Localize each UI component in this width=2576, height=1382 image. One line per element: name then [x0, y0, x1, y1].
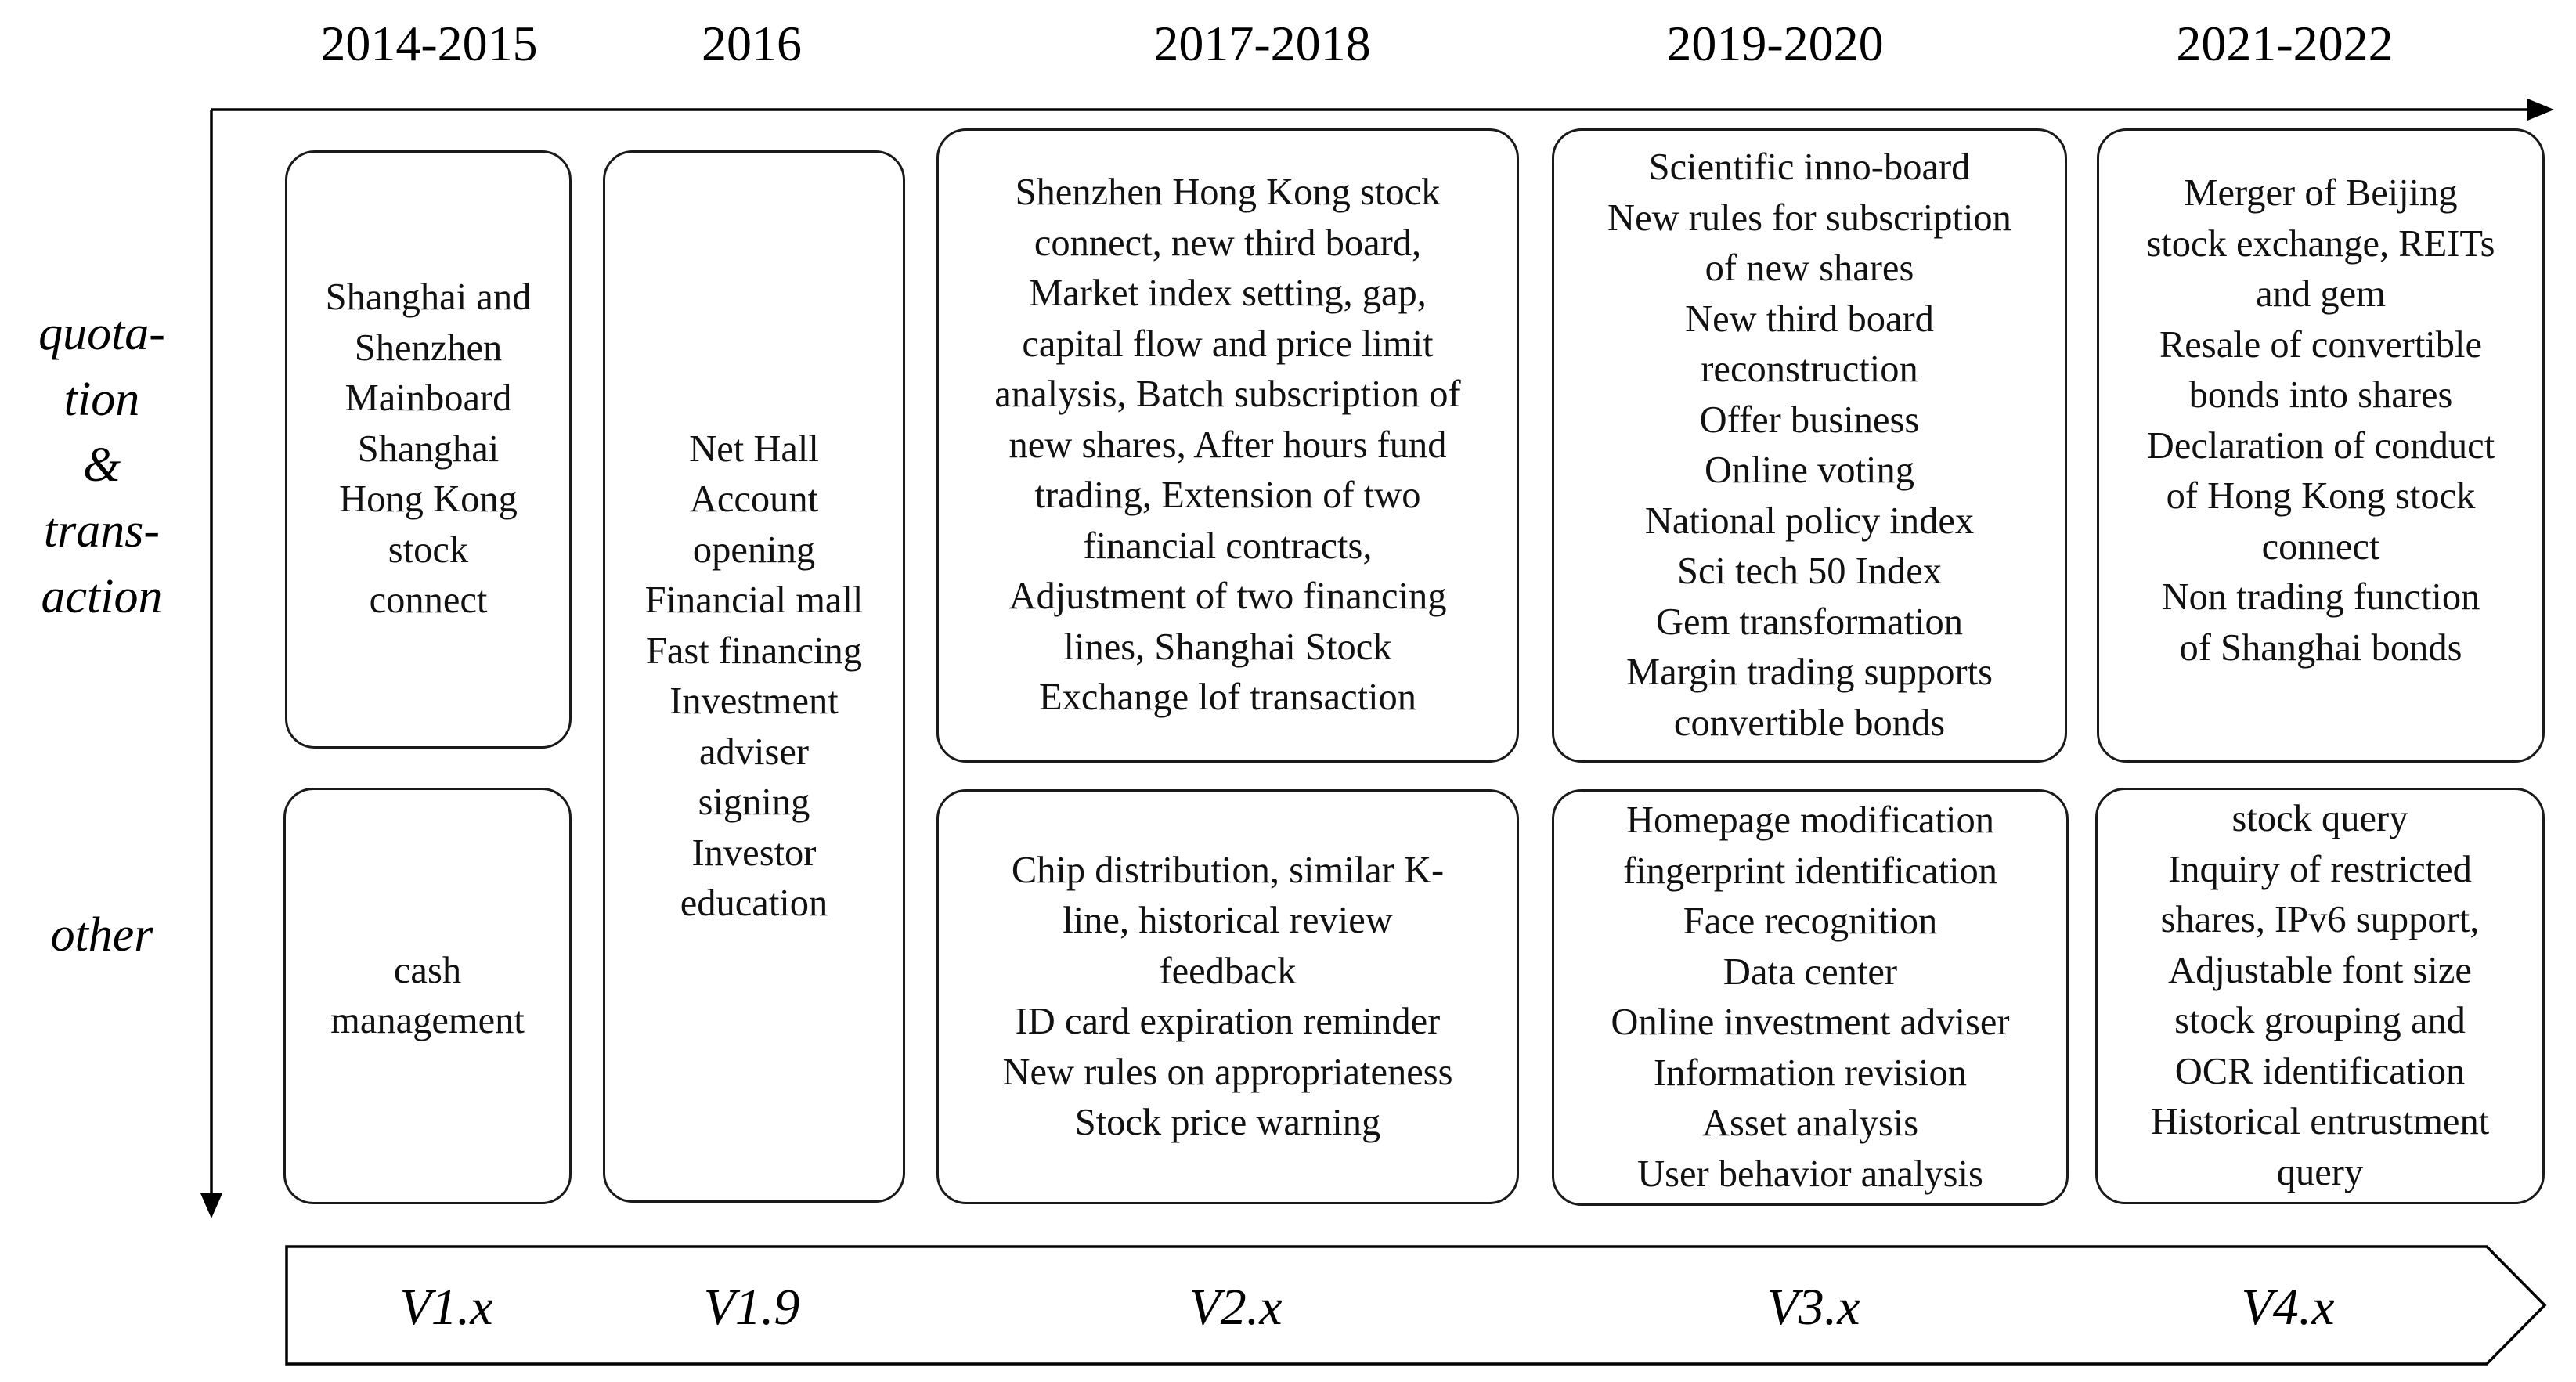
row-label-other — [16, 902, 188, 968]
row-label-line: quota- — [38, 307, 165, 360]
box-line: connect — [369, 579, 488, 622]
box-line: Exchange lof transaction — [1038, 677, 1417, 719]
box-line: Online investment adviser — [1611, 1001, 2010, 1043]
box-line: Shenzhen — [354, 327, 503, 369]
row-label-line: & — [82, 438, 121, 492]
box-line: Information revision — [1653, 1052, 1968, 1094]
version-label-v3x: V3.x — [1766, 1279, 1860, 1336]
year-label-2016: 2016 — [702, 16, 802, 71]
box-line: Net Hall — [689, 428, 819, 470]
box-line: Adjustable font size — [2168, 949, 2472, 991]
box-line: Investment — [669, 680, 839, 722]
version-label-v1x: V1.x — [399, 1279, 493, 1336]
box-line: Historical entrustment — [2150, 1101, 2490, 1142]
box-line: line, historical review — [1063, 900, 1393, 941]
box-line: lines, Shanghai Stock — [1063, 626, 1392, 668]
row-label-line: trans- — [43, 504, 161, 557]
box-line: query — [2276, 1151, 2364, 1193]
row-label-quotation-transaction — [16, 301, 188, 630]
row-label-line: action — [41, 570, 163, 623]
box-line: User behavior analysis — [1637, 1153, 1983, 1195]
year-label-2021-2022: 2021-2022 — [2176, 16, 2394, 71]
box-line: Scientific inno-board — [1648, 146, 1971, 188]
row-label-line: tion — [63, 373, 140, 426]
box-line: feedback — [1159, 950, 1297, 992]
box-text — [286, 946, 569, 1047]
box-line: Shanghai and — [325, 276, 532, 319]
box-line: Hong Kong — [339, 478, 518, 521]
box-line: Market index setting, gap, — [1029, 272, 1427, 315]
box-line: Homepage modification — [1625, 799, 1995, 841]
version-label-v4x: V4.x — [2241, 1279, 2335, 1336]
box-line: opening — [692, 529, 816, 571]
box-text — [2099, 168, 2542, 673]
category-axis-arrowhead — [200, 1193, 222, 1218]
box-line: stock — [388, 529, 469, 571]
box-text — [1554, 796, 2066, 1200]
box-line: Margin trading supports — [1626, 651, 1993, 693]
box-line: reconstruction — [1701, 348, 1918, 390]
box-line: stock grouping and — [2174, 1000, 2466, 1041]
box-line: bonds into shares — [2188, 374, 2453, 416]
box-line: education — [680, 882, 828, 924]
box-2016 — [603, 150, 905, 1203]
box-line: Shanghai — [357, 428, 500, 470]
box-text — [287, 272, 569, 626]
box-line: Fast financing — [645, 630, 863, 672]
year-label-2019-2020: 2019-2020 — [1666, 16, 1884, 71]
box-text — [605, 424, 903, 929]
box-line: Financial mall — [644, 579, 864, 621]
box-line: stock exchange, REITs — [2146, 222, 2495, 265]
box-line: National policy index — [1644, 500, 1975, 542]
box-line: Shenzhen Hong Kong stock — [1015, 171, 1441, 214]
box-line: Adjustment of two financing — [1008, 576, 1447, 618]
year-label-2017-2018: 2017-2018 — [1153, 16, 1371, 71]
box-line: OCR identification — [2174, 1050, 2466, 1092]
version-label-v2x: V2.x — [1189, 1279, 1283, 1336]
box-line: Offer business — [1699, 399, 1920, 441]
box-2021-2022-quotation — [2097, 128, 2545, 763]
time-axis-arrowhead — [2527, 99, 2554, 121]
box-line: Sci tech 50 Index — [1676, 550, 1943, 592]
box-line: analysis, Batch subscription of — [994, 373, 1461, 416]
box-line: New third board — [1685, 298, 1934, 340]
box-line: Declaration of conduct — [2146, 424, 2495, 467]
box-line: Non trading function — [2161, 576, 2480, 618]
box-line: capital flow and price limit — [1022, 323, 1434, 365]
box-line: new shares, After hours fund — [1008, 424, 1447, 466]
box-line: connect — [2261, 525, 2380, 568]
box-line: connect, new third board, — [1034, 222, 1422, 264]
box-line: convertible bonds — [1673, 702, 1946, 744]
box-line: Investor — [691, 832, 817, 874]
box-2017-2018-quotation — [936, 128, 1519, 763]
box-line: financial contracts, — [1083, 525, 1373, 567]
box-line: New rules for subscription — [1607, 197, 2011, 239]
box-line: signing — [698, 781, 810, 823]
box-2019-2020-other — [1552, 789, 2069, 1206]
box-line: Asset analysis — [1701, 1102, 1919, 1144]
box-line: Data center — [1723, 951, 1898, 993]
box-line: Online voting — [1704, 449, 1915, 491]
box-line: of Hong Kong stock — [2166, 475, 2476, 517]
box-text — [2098, 794, 2542, 1198]
box-line: New rules on appropriateness — [1002, 1051, 1453, 1093]
row-label-line: other — [50, 908, 153, 962]
box-line: Face recognition — [1683, 900, 1938, 942]
box-2014-2015-other — [283, 788, 572, 1204]
box-2019-2020-quotation — [1552, 128, 2067, 763]
box-line: adviser — [698, 731, 810, 773]
box-line: fingerprint identification — [1622, 850, 1998, 892]
box-text — [1554, 143, 2065, 749]
version-label-v19: V1.9 — [703, 1279, 800, 1336]
box-line: trading, Extension of two — [1034, 474, 1421, 517]
box-text — [939, 846, 1517, 1149]
box-line: stock query — [2231, 798, 2408, 839]
box-line: of new shares — [1705, 247, 1914, 289]
box-line: Merger of Beijing — [2184, 172, 2458, 214]
box-line: Account — [689, 478, 819, 520]
box-line: cash — [393, 949, 462, 991]
box-line: Inquiry of restricted — [2168, 848, 2472, 890]
box-line: ID card expiration reminder — [1015, 1001, 1441, 1042]
box-line: and gem — [2256, 273, 2386, 315]
year-label-2014-2015: 2014-2015 — [320, 16, 538, 71]
box-line: shares, IPv6 support, — [2160, 899, 2480, 940]
box-line: Stock price warning — [1074, 1102, 1381, 1143]
box-line: management — [330, 1000, 525, 1041]
box-line: Mainboard — [345, 377, 512, 420]
box-line: Chip distribution, similar K- — [1011, 849, 1445, 891]
box-2021-2022-other — [2095, 788, 2545, 1204]
box-text — [939, 168, 1517, 723]
box-2014-2015-quotation — [285, 150, 572, 749]
box-line: Resale of convertible — [2159, 323, 2483, 366]
box-line: Gem transformation — [1656, 601, 1963, 643]
box-2017-2018-other — [936, 789, 1519, 1204]
box-line: of Shanghai bonds — [2179, 626, 2462, 669]
